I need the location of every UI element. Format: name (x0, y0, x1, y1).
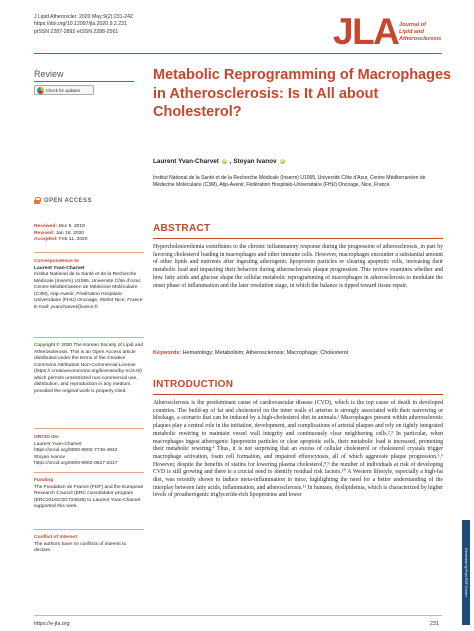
crossmark-icon (37, 87, 44, 94)
correspondence-block (34, 259, 144, 311)
logo-mark: JLA (333, 11, 399, 52)
sidebar-divider (34, 472, 144, 473)
sidebar-divider (34, 252, 144, 253)
date-received: Received: Dec 9, 2019 (34, 224, 85, 229)
funding-block (34, 478, 144, 511)
page-number: 231 (430, 621, 439, 627)
orcid-link[interactable]: https://orcid.org/0000-0002-7748-4942 (34, 448, 118, 453)
orcid-author: Laurent Yvan-Charvet (34, 441, 82, 447)
abstract-heading: ABSTRACT (153, 223, 211, 234)
keywords-text: Hematology; Metabolism; Atherosclerosis; Macrophage; Cholesterol (182, 350, 349, 356)
article-type: Review (34, 69, 64, 79)
orcid-icon[interactable]: iD (280, 158, 285, 163)
open-access-text: OPEN ACCESS (44, 197, 92, 204)
author-separator: , (229, 158, 232, 165)
citation-block (34, 14, 133, 36)
journal-url-link[interactable]: https://e-jla.org (34, 621, 70, 627)
article-type-rule (34, 81, 134, 82)
abstract-rule (153, 238, 443, 239)
article-dates (34, 224, 144, 244)
affiliation: Institut National de la Santé et de la Recherche Médicale (Inserm) U1065, Université Côte d'Azur, Centre Méditerranéen de Médecine Moléculaire (C3M), Atip-Avenir, Fédération Hospitalo-Universitaire (FHU) Oncoage, Nice, France (153, 175, 426, 188)
orcid-author: Stoyan Ivanov (34, 454, 65, 460)
side-tab-text: Generated by Foxit PDF Creator (464, 548, 468, 597)
sidebar-divider (34, 428, 144, 429)
author-list (153, 158, 285, 165)
sidebar-divider (34, 529, 144, 530)
introduction-text: Atherosclerosis is the predominant cause of cardiovascular disease (CVD), which is the top cause of death in developed countries. The build-up of fat and cholesterol on the inner walls of arteries is strongly associated with their narrowing or blockage, a scenario that can be induced by a high-cholesterol diet in animals.¹ Macrophages present within atherosclerotic plaques play a central role in the initiation, development, and complications of arterial plaques and rely on tightly integrated metabolic rewiring to maintain vessel wall integrity and continuously clear neighboring cells.²,³ In particular, when macrophages ingest atherogenic lipoprotein particles or clear apoptotic cells, their metabolic load is increased, promoting their metabolic rewiring.⁴ Thus, it is not surprising that an excess of cellular cholesterol or cholesterol crystals trigger macrophage activation, foam cell formation, and impaired efferocytosis, all of which aggravate plaque progression.⁵,⁶ However, despite the benefits of statins for lowering plasma cholesterol,⁸,⁹ the number of individuals at risk of developing CVD is still growing and there is a crucial need to identify residual risk factors.¹⁰ A Western lifestyle, especially a high-fat diet, was recently shown to induce meta-inflammation in mice, highlighting the need for a better understanding of the interplay between fatty acids, inflammation, and atherosclerosis.¹¹ In humans, dyslipidemia, which is characterized by higher levels of proatherogenic triglyceride-rich lipoproteins and lower (153, 400, 443, 499)
author-name: Stoyan Ivanov (233, 158, 277, 165)
orcid-link[interactable]: https://orcid.org/0000-0002-0527-2317 (34, 461, 118, 466)
conflict-block (34, 535, 144, 555)
check-updates-button[interactable] (34, 85, 94, 95)
author-name: Laurent Yvan-Charvet (153, 158, 219, 165)
logo-journal-name (399, 22, 441, 43)
sidebar-divider (34, 337, 144, 338)
check-updates-label: Check for updates (46, 87, 80, 93)
logo-line: Lipid and (399, 29, 424, 35)
orcid-heading: ORCID iDs (34, 435, 59, 440)
open-access-label (34, 197, 92, 204)
keywords (153, 350, 443, 357)
date-accepted: Accepted: Feb 11, 2020 (34, 237, 88, 242)
date-revised: Revised: Jan 16, 2020 (34, 230, 85, 236)
funding-text: The Fondation de France (FDF) and the European Research Council (ERC consolidator program (ERC2016COG724838) to Laurent Yvan-Charvet supported this work. (34, 484, 144, 509)
doi-link[interactable]: https://doi.org/10.12997/jla.2020.9.2.231 (34, 21, 127, 28)
introduction-heading: INTRODUCTION (153, 379, 234, 390)
header-rule (34, 53, 442, 54)
correspondence-name: Laurent Yvan-Charvet (34, 265, 85, 271)
article-title: Metabolic Reprogramming of Macrophages in Atherosclerosis: Is It All about Cholesterol? (153, 67, 452, 120)
issn-line: pISSN 2287-2892·eISSN 2288-2561 (34, 28, 119, 35)
correspondence-address: Institut National de la Santé et de la Recherche Médicale (Inserm) U1065, Université Côte d'Azur, Centre Méditerranéen de Médecine Moléculaire (C3M), Atip-Avenir, Fédération Hospitalo-Universitaire (FHU) Oncoage, 06204 Nice, France (34, 272, 143, 303)
correspondence-heading: Correspondence to (34, 259, 79, 264)
correspondence-email[interactable]: E-mail: yvancharvet@unice.fr (34, 304, 98, 310)
keywords-label: Keywords: (153, 350, 182, 356)
conflict-heading: Conflict of Interest (34, 535, 78, 540)
copyright-block: Copyright © 2020 The Korean Society of Lipid and Atherosclerosis. This is an Open Access article distributed under the terms of the Creative Commons Attribution Non-Commercial License (https:// creativecommons.org/licenses/by-nc/4.0/) which permits unrestricted non-commercial use, distribution, and reproduction in any medium, provided the original work is properly cited. (34, 343, 144, 394)
abstract-text: Hypercholesterolemia contributes to the chronic inflammatory response during the progression of atherosclerosis, in part by favoring cholesterol loading in macrophages and other immune cells. However, macrophages encounter a substantial amount of other lipids and nutrients after ingesting atherogenic lipoprotein particles or clearing apoptotic cells, increasing their metabolic load and impacting their behavior during atherosclerosis plaque progression. This review examines whether and how fatty acids and glucose shape the cellular metabolic reprogramming of macrophages in atherosclerosis to modulate the onset phase of inflammation and the later resolution stage, in which the balance is tipped toward tissue repair. (153, 244, 443, 289)
footer-rule (34, 615, 442, 616)
introduction-rule (153, 394, 443, 395)
open-lock-icon (34, 197, 40, 204)
logo-line: Atherosclerosis (399, 36, 442, 42)
citation-line: J Lipid Atheroscler. 2020 May;9(2):231-242 (34, 14, 133, 20)
orcid-block (34, 435, 144, 468)
journal-logo (333, 13, 443, 51)
orcid-icon[interactable]: iD (222, 158, 227, 163)
funding-heading: Funding (34, 478, 54, 483)
logo-line: Journal of (399, 22, 427, 28)
conflict-text: The authors have no conflicts of interest to declare. (34, 541, 127, 553)
